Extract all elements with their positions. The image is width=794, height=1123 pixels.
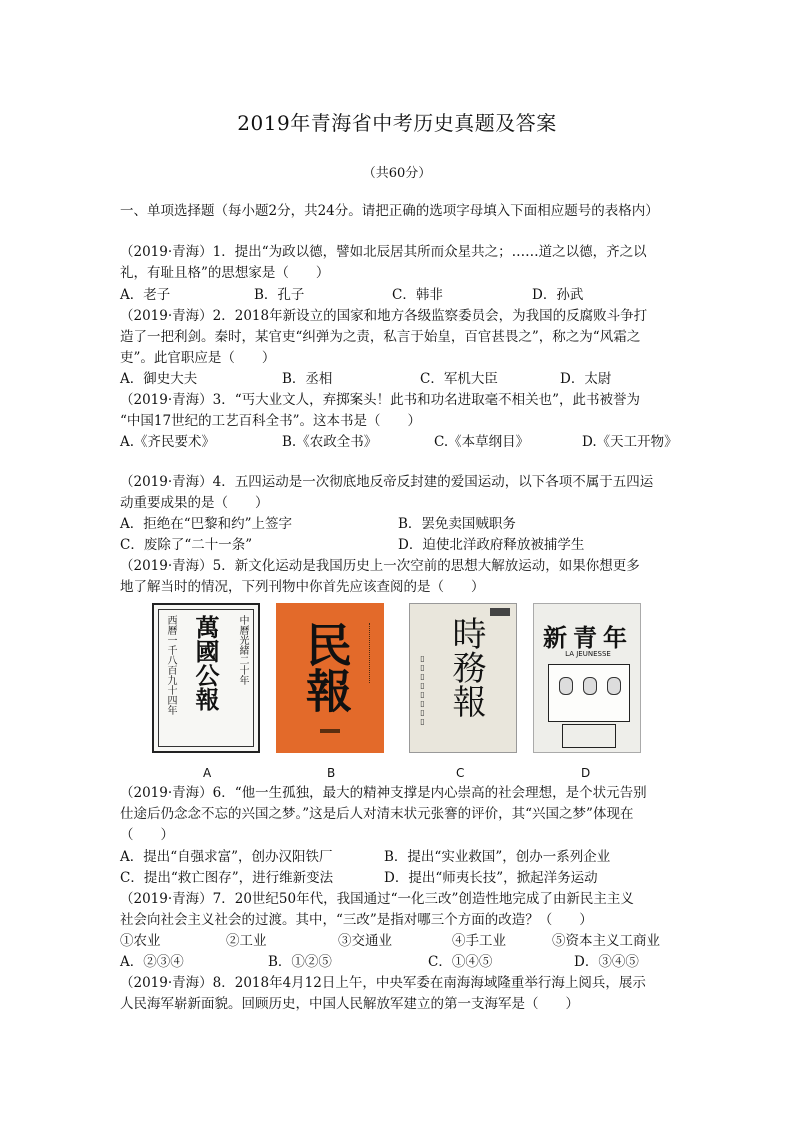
question-8-line-1: （2019·青海）8．2018年4月12日上午，中央军委在南海海域隆重举行海上阅兵，展示 [120, 975, 646, 991]
question-7-line-1: （2019·青海）7．20世纪50年代，我国通过“一化三改”创造性地完成了由新民主主义 [120, 891, 634, 907]
question-7-item-2: ②工业 [226, 933, 267, 949]
document-title: 2019年青海省中考历史真题及答案 [237, 111, 557, 135]
cover-c-handwriting: ▯▯▯▯▯▯▯▯ [418, 654, 427, 726]
question-3-option-a: A.《齐民要术》 [120, 434, 216, 450]
question-2-line-1: （2019·青海）2．2018年新设立的国家和地方各级监察委员会，为我国的反腐败斗争打 [120, 308, 648, 324]
cover-a-title: 萬國公報 [191, 615, 220, 711]
cover-a-side-text-right: 中曆光緒二十年 [237, 615, 248, 685]
cover-c-caption: C [456, 766, 465, 780]
cover-wanguo-gongbao-image [152, 603, 260, 753]
question-1-option-b: B．孔子 [254, 287, 305, 303]
question-2-option-b: B．丞相 [282, 371, 333, 387]
question-4-line-1: （2019·青海）4．五四运动是一次彻底地反帝反封建的爱国运动，以下各项不属于五四运 [120, 474, 654, 490]
cover-c-title: 時務報 [446, 616, 486, 718]
question-4-option-d: D．迫使北洋政府释放被捕学生 [398, 537, 585, 553]
cover-c-badge [490, 608, 510, 616]
question-7-option-c: C．①④⑤ [428, 954, 493, 970]
question-3-line-1: （2019·青海）3．“丐大业文人，弃掷案头！此书和功名进取毫不相关也”，此书被誉为 [120, 392, 641, 408]
question-1-option-a: A．老子 [120, 287, 171, 303]
question-4-option-a: A．拒绝在“巴黎和约”上签字 [120, 516, 293, 532]
question-5-line-2: 地了解当时的情况，下列刊物中你首先应该查阅的是（ ） [120, 579, 485, 595]
cover-a-caption: A [203, 766, 212, 780]
cover-b-stripe [369, 623, 376, 683]
question-8-line-2: 人民海军崭新面貌。回顾历史，中国人民解放军建立的第一支海军是（ ） [120, 996, 579, 1012]
question-7-item-1: ①农业 [120, 933, 161, 949]
cover-minbao-image [276, 603, 384, 753]
question-7-option-a: A．②③④ [120, 954, 184, 970]
question-3-option-c: C.《本草纲目》 [434, 434, 530, 450]
question-7-item-3: ③交通业 [338, 933, 392, 949]
question-1-option-c: C．韩非 [392, 287, 443, 303]
portrait-face [583, 677, 597, 695]
question-4-line-2: 动重要成果的是（ ） [120, 495, 269, 511]
portrait-face [559, 677, 573, 695]
question-3-line-2: “中国17世纪的工艺百科全书”。这本书是（ ） [120, 413, 421, 429]
question-1-line-2: 礼，有耻且格”的思想家是（ ） [120, 265, 330, 281]
question-6-option-d: D．提出“师夷长技”，掀起洋务运动 [384, 870, 598, 886]
cover-d-publisher-box [562, 724, 616, 748]
cover-b-title: 民報 [299, 621, 353, 713]
cover-xinqingnian-image [533, 603, 641, 753]
question-2-option-c: C．军机大臣 [420, 371, 498, 387]
question-7-line-2: 社会向社会主义社会的过渡。其中，“三改”是指对哪三个方面的改造？（ ） [120, 912, 593, 928]
document-subtitle: （共60分） [362, 166, 432, 181]
cover-a-side-text-left: 西曆一千八百九十四年 [165, 615, 176, 715]
question-3-option-d: D.《天工开物》 [582, 434, 678, 450]
question-7-option-d: D．③④⑤ [574, 954, 639, 970]
cover-d-title: 新青年 [543, 623, 633, 652]
question-2-line-2: 造了一把利剑。秦时，某官吏“纠弹为之责，私言于始皇，百官甚畏之”，称之为“风霜之 [120, 329, 641, 345]
question-6-option-c: C．提出“救亡图存”，进行维新变法 [120, 870, 334, 886]
portrait-face [607, 677, 621, 695]
cover-d-latin-title: LA JEUNESSE [565, 650, 611, 658]
question-6-option-a: A．提出“自强求富”，创办汉阳铁厂 [120, 849, 333, 865]
question-7-item-4: ④手工业 [452, 933, 506, 949]
question-2-option-d: D．太尉 [560, 371, 612, 387]
question-7-item-5: ⑤资本主义工商业 [552, 933, 660, 949]
cover-shiwubao-image [409, 603, 517, 753]
question-4-option-c: C．废除了“二十一条” [120, 537, 253, 553]
question-6-option-b: B．提出“实业救国”，创办一系列企业 [384, 849, 611, 865]
question-2-line-3: 吏”。此官职应是（ ） [120, 350, 276, 366]
question-6-line-3: （ ） [120, 827, 174, 843]
question-1-option-d: D．孙武 [532, 287, 584, 303]
question-4-option-b: B．罢免卖国贼职务 [398, 516, 516, 532]
question-5-line-1: （2019·青海）5．新文化运动是我国历史上一次空前的思想大解放运动，如果你想更多 [120, 558, 640, 574]
question-2-option-a: A．御史大夫 [120, 371, 198, 387]
question-7-option-b: B．①②⑤ [268, 954, 332, 970]
cover-b-mark [320, 729, 340, 733]
cover-b-caption: B [327, 766, 336, 780]
question-6-line-1: （2019·青海）6．“他一生孤独，最大的精神支撑是内心崇高的社会理想，是个状元告别 [120, 785, 647, 801]
section-heading: 一、单项选择题（每小题2分，共24分。请把正确的选项字母填入下面相应题号的表格内） [120, 203, 659, 219]
question-6-line-2: 仕途后仍念念不忘的兴国之梦。”这是后人对清末状元张謇的评价，其“兴国之梦”体现在 [120, 806, 634, 822]
question-3-option-b: B.《农政全书》 [282, 434, 378, 450]
cover-d-caption: D [581, 766, 591, 780]
question-1-line-1: （2019·青海）1．提出“为政以德，譬如北辰居其所而众星共之；……道之以德，齐之以 [120, 244, 647, 260]
cover-d-portrait [548, 664, 630, 722]
